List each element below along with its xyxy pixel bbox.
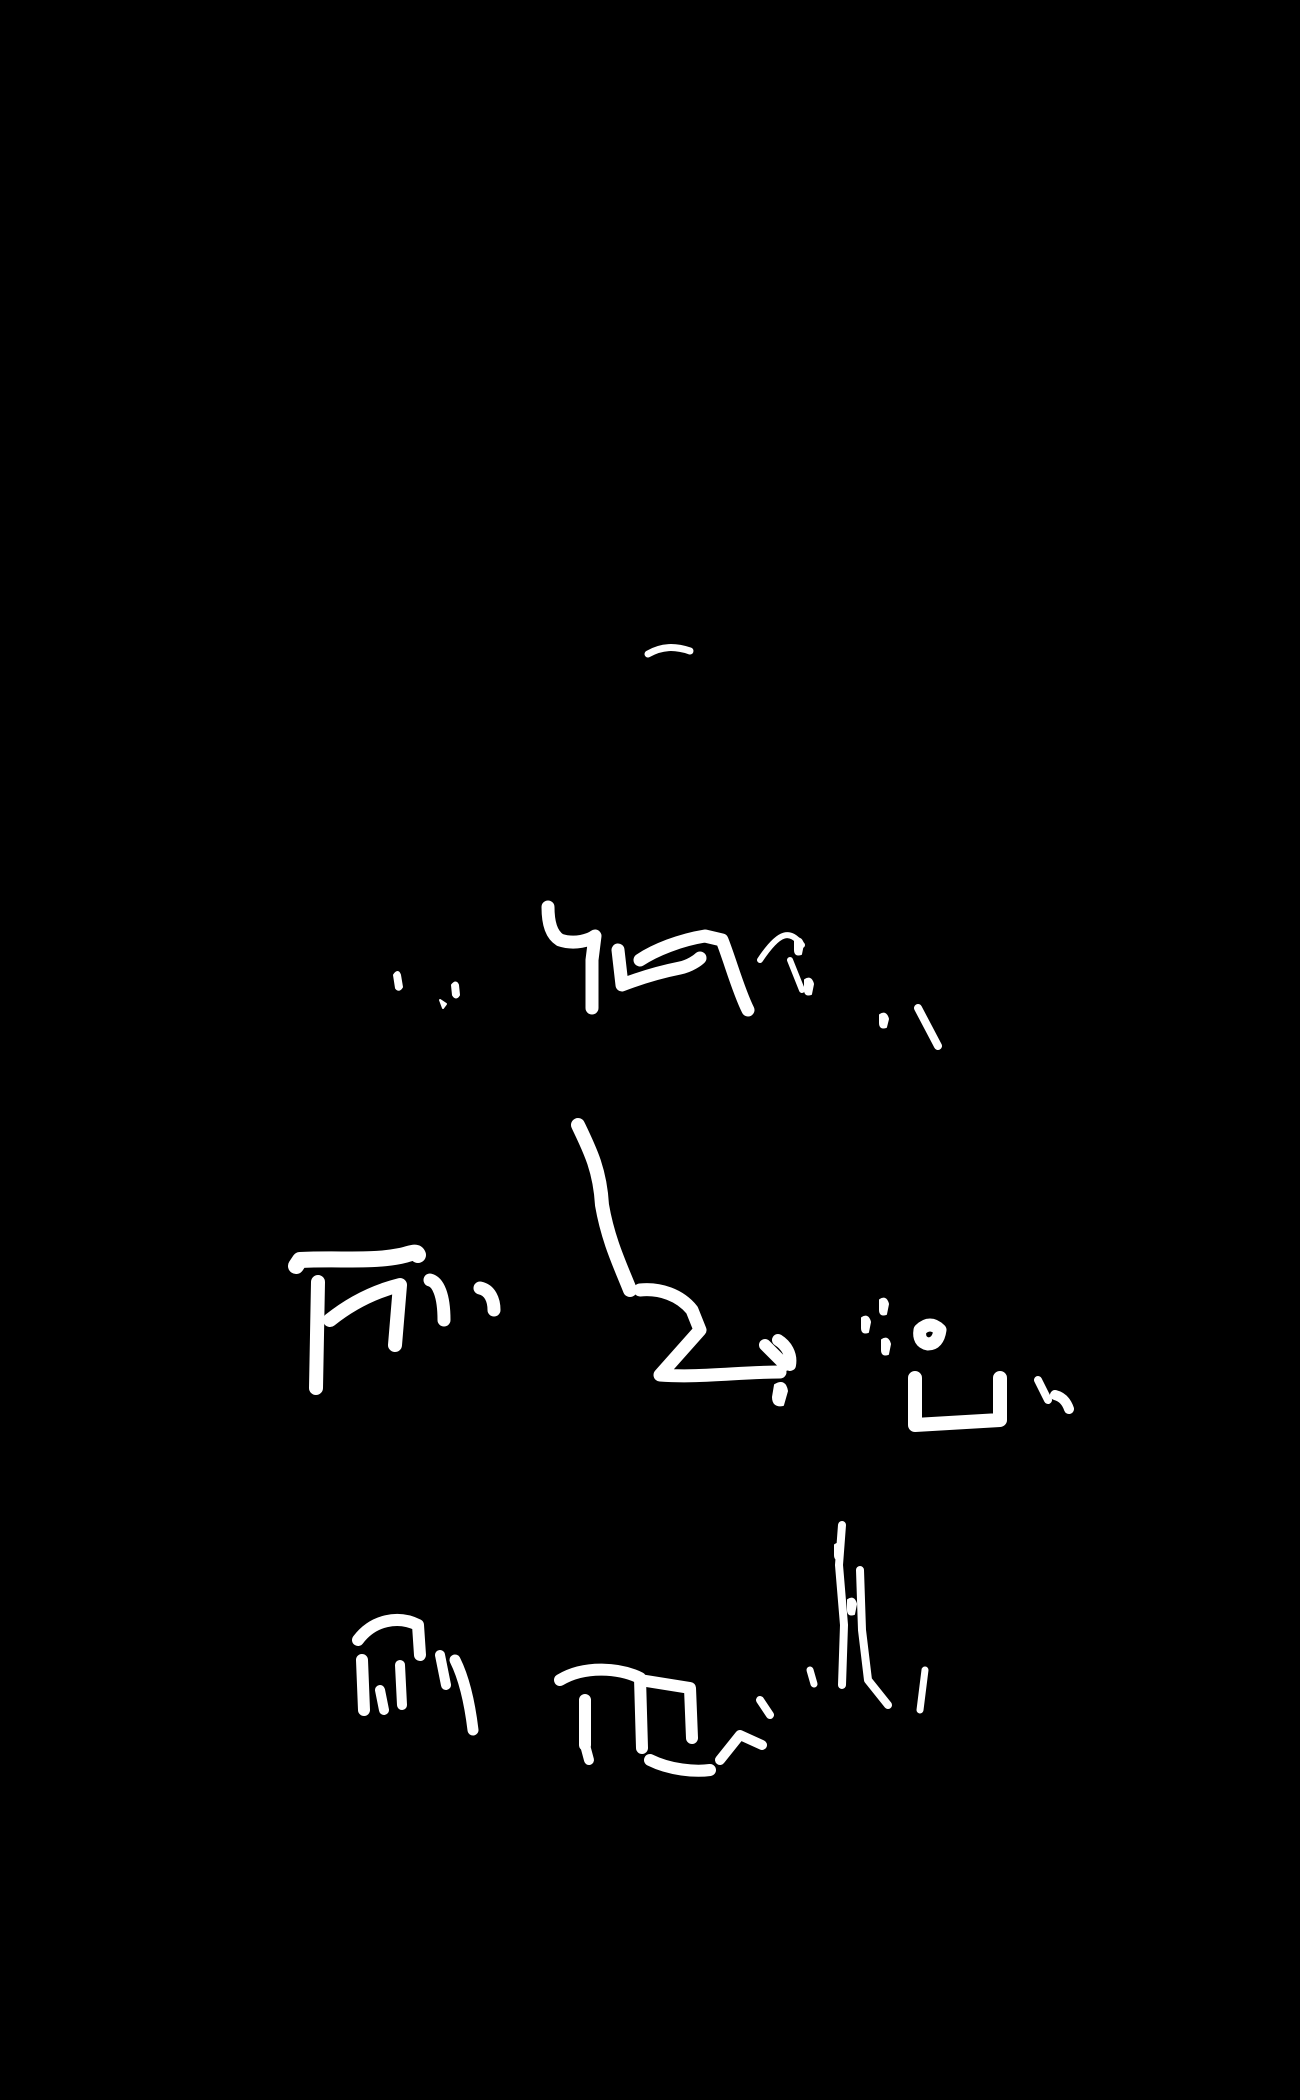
inscription-line-4 <box>358 1525 925 1771</box>
inscription-line-3 <box>296 1125 1069 1425</box>
inscription-mark-top <box>648 648 690 654</box>
inscription-line-2 <box>394 907 938 1046</box>
